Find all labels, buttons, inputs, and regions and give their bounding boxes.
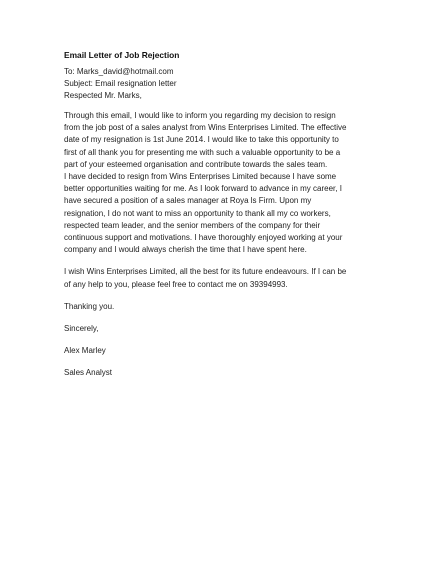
paragraph-intro: Through this email, I would like to inform you regarding my decision to resign from the job post of a sales analyst from Wins Enterprises Limited. The effective date of my resignation is 1st June 2014. I would like to take this opportunity to first of all thank you for presenting me with such a valuable opportunity to be a part of your esteemed organisation and contribute towards the sales team. <box>64 111 347 169</box>
thanks-line: Thanking you. <box>64 301 115 311</box>
closing-line: Sincerely, <box>64 323 99 333</box>
signature-name: Alex Marley <box>64 345 106 355</box>
salutation: Respected Mr. Marks, <box>64 91 142 100</box>
letter-title: Email Letter of Job Rejection <box>64 50 180 60</box>
letter-body <box>64 50 376 379</box>
paragraph-reason: I have decided to resign from Wins Enterprises Limited because I have some better opportunities waiting for me. As I look forward to advance in my career, I have secured a position of a sales manager at Roya ls Firm. Upon my resignation, I do not want to miss an opportunity to thank all my co workers, respected team leader, and the senior members of the company for their continuous support and motivations. I have thoroughly enjoyed working at your company and I would always cherish the time that I have spent here. <box>64 172 343 255</box>
recipient-line: To: Marks_david@hotmail.com <box>64 67 174 76</box>
paragraph-wishes: I wish Wins Enterprises Limited, all the best for its future endeavours. If I can be of any help to you, please feel free to contact me on 39394993. <box>64 267 347 289</box>
signature-position: Sales Analyst <box>64 367 113 377</box>
subject-line: Subject: Email resignation letter <box>64 79 177 88</box>
